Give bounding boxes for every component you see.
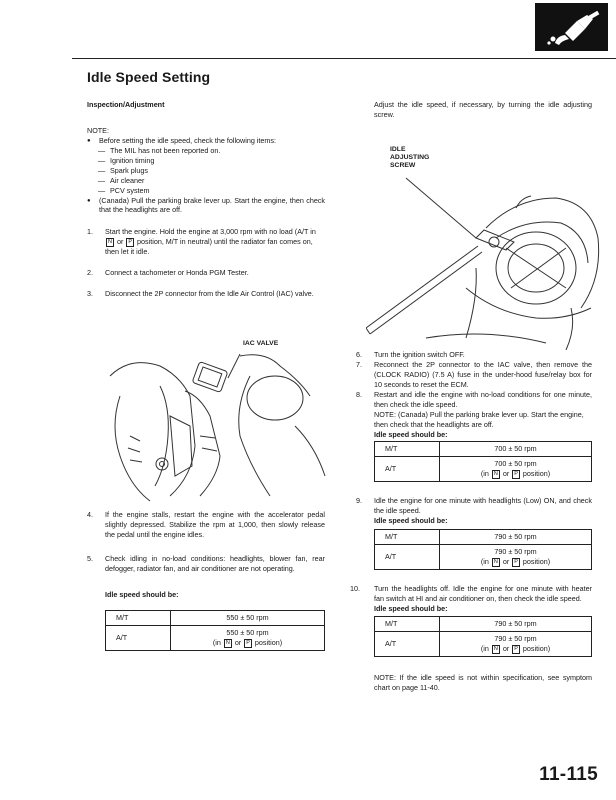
step-text: Disconnect the 2P connector from the Idle Air Control (IAC) valve. (105, 289, 314, 299)
idle-spec-table (105, 610, 325, 651)
table-row (106, 610, 325, 625)
step-10 (350, 584, 592, 693)
at-pos-text: (in (480, 557, 491, 566)
right-column (356, 100, 592, 120)
at-pos-text: or (500, 643, 512, 653)
check-item: — PCV system (87, 186, 325, 196)
table-row (375, 530, 592, 545)
n-box: N (493, 645, 498, 652)
at-position (444, 644, 587, 654)
at-rpm: 700 ± 50 rpm (494, 459, 537, 469)
step-number: 7. (356, 359, 362, 369)
at-pos-text: (in (480, 469, 491, 479)
idle-adjusting-screw-label (390, 146, 442, 170)
subtitle: Inspection/Adjustment (87, 100, 165, 109)
at-pos-text: (in (480, 643, 491, 653)
step-6 (356, 350, 592, 360)
p-box: P (514, 471, 518, 478)
step-number: 3. (87, 289, 93, 299)
at-position (444, 557, 587, 567)
p-box: P (514, 559, 518, 565)
at-position (444, 469, 587, 479)
step-2 (87, 268, 325, 278)
fig-label-text: IDLE ADJUSTING SCREW (390, 146, 430, 170)
at-pos-text: or (232, 637, 244, 647)
at-pos-text: position) (252, 637, 283, 647)
at-label: A/T (106, 625, 171, 650)
step-1 (87, 227, 325, 257)
spec-label: Idle speed should be: (374, 603, 448, 613)
spec-label: Idle speed should be: (374, 429, 448, 439)
at-position (175, 638, 320, 648)
at-value (440, 457, 592, 482)
mt-label: M/T (375, 530, 440, 545)
mt-label: M/T (375, 442, 440, 457)
at-value (171, 625, 325, 650)
step-3 (87, 289, 325, 299)
iac-valve-figure (100, 336, 330, 506)
check-item: — Ignition timing (87, 156, 325, 166)
step-5 (87, 554, 325, 574)
table-row (375, 616, 592, 631)
intro-text: Adjust the idle speed, if necessary, by turning the idle adjusting screw. (374, 100, 592, 119)
fuel-nozzle-icon (535, 3, 608, 51)
at-pos-text: or (500, 469, 512, 479)
note-bullet-2: ● (Canada) Pull the parking brake lever up. Start the engine, then check that the headlights are off. (87, 196, 325, 216)
at-label: A/T (375, 545, 440, 570)
n-box: N (493, 559, 498, 565)
step-number: 6. (356, 350, 362, 359)
at-rpm: 790 ± 50 rpm (494, 633, 537, 643)
header-rule (72, 58, 616, 59)
step-9 (356, 496, 592, 570)
p-box: P (514, 645, 518, 652)
step-7 (356, 360, 592, 390)
check-item: — The MIL has not been reported on. (87, 146, 325, 156)
table-row (106, 625, 325, 650)
at-rpm: 550 ± 50 rpm (226, 627, 269, 637)
spec-label: Idle speed should be: (105, 589, 179, 599)
step-text: If the engine stalls, restart the engine with the accelerator pedal slightly depressed. Stabilize the rpm at 1,000, then slowly release the pedal until the engine idles. (105, 510, 325, 539)
at-pos-text: position) (520, 643, 551, 653)
step-text: or (114, 237, 126, 247)
idle-adjusting-screw-figure (366, 138, 602, 350)
left-column-lower (87, 510, 325, 651)
at-value (440, 631, 592, 656)
at-pos-text: position) (520, 557, 551, 566)
step-8 (356, 390, 592, 483)
step-4 (87, 510, 325, 540)
mt-value: 700 ± 50 rpm (440, 442, 592, 457)
n-box: N (225, 639, 230, 646)
step-text: Check idling in no-load conditions: headlights, blower fan, rear defogger, radiator fan, and air conditioner are not operating. (105, 553, 325, 573)
table-row (375, 545, 592, 570)
step-number: 2. (87, 268, 93, 278)
at-pos-text: (in (212, 637, 223, 647)
n-box: N (493, 471, 498, 478)
step-text: position, M/T in neutral) until the radiator fan comes on, then let it idle. (105, 237, 313, 257)
step-text: Reconnect the 2P connector to the IAC valve, then remove the (CLOCK RADIO) (7.5 A) fuse in the under-hood fuse/relay box for 10 seconds to reset the ECM. (374, 359, 592, 389)
idle-spec-table (374, 616, 592, 657)
at-pos-text: position) (520, 469, 551, 479)
spec-label: Idle speed should be: (374, 516, 448, 526)
iac-valve-label: IAC VALVE (243, 340, 279, 347)
table-row (375, 457, 592, 482)
at-rpm: 790 ± 50 rpm (494, 547, 537, 557)
step-number: 4. (87, 510, 93, 519)
table-row (375, 631, 592, 656)
step-number: 9. (356, 496, 362, 506)
step-note: NOTE: (Canada) Pull the parking brake lever up. Start the engine, then check that the headlights are off. (374, 409, 584, 429)
at-label: A/T (375, 631, 440, 656)
at-pos-text: or (500, 557, 512, 566)
mt-value: 550 ± 50 rpm (171, 610, 325, 625)
at-label: A/T (375, 457, 440, 482)
page-title: Idle Speed Setting (87, 69, 211, 85)
mt-value: 790 ± 50 rpm (440, 530, 592, 545)
at-value (440, 545, 592, 570)
final-note: NOTE: If the idle speed is not within specification, see symptom chart on page 11-40. (374, 672, 592, 692)
idle-spec-table (374, 441, 592, 482)
p-box: P (246, 639, 250, 646)
note-bullet-1: ● Before setting the idle speed, check the following items: (87, 136, 325, 146)
mt-label: M/T (106, 610, 171, 625)
p-box: P (128, 239, 133, 246)
mt-value: 790 ± 50 rpm (440, 616, 592, 631)
step-text: Turn the headlights off. Idle the engine for one minute with heater fan switch at HI and air conditioner on, then check the idle speed. (374, 584, 592, 603)
step-text: Start the engine. Hold the engine at 3,000 rpm with no load (A/T in (105, 227, 316, 237)
n-box: N (108, 239, 112, 246)
step-text: Connect a tachometer or Honda PGM Tester. (105, 268, 249, 278)
step-number: 5. (87, 553, 93, 563)
check-item: — Air cleaner (87, 176, 325, 186)
idle-spec-table (374, 529, 592, 570)
mt-label: M/T (375, 616, 440, 631)
page-number: 11-115 (539, 764, 598, 785)
right-column-lower (350, 350, 592, 693)
note-label: NOTE: (87, 125, 109, 135)
step-number: 10. (350, 584, 360, 593)
step-number: 8. (356, 389, 362, 399)
step-text: Restart and idle the engine with no-load conditions for one minute, then check the idle speed. (374, 389, 592, 409)
check-item: — Spark plugs (87, 166, 325, 176)
step-text: Turn the ignition switch OFF. (374, 350, 465, 359)
table-row (375, 442, 592, 457)
step-number: 1. (87, 227, 93, 237)
left-column (87, 100, 325, 307)
step-text: Idle the engine for one minute with headlights (Low) ON, and check the idle speed. (374, 496, 592, 516)
